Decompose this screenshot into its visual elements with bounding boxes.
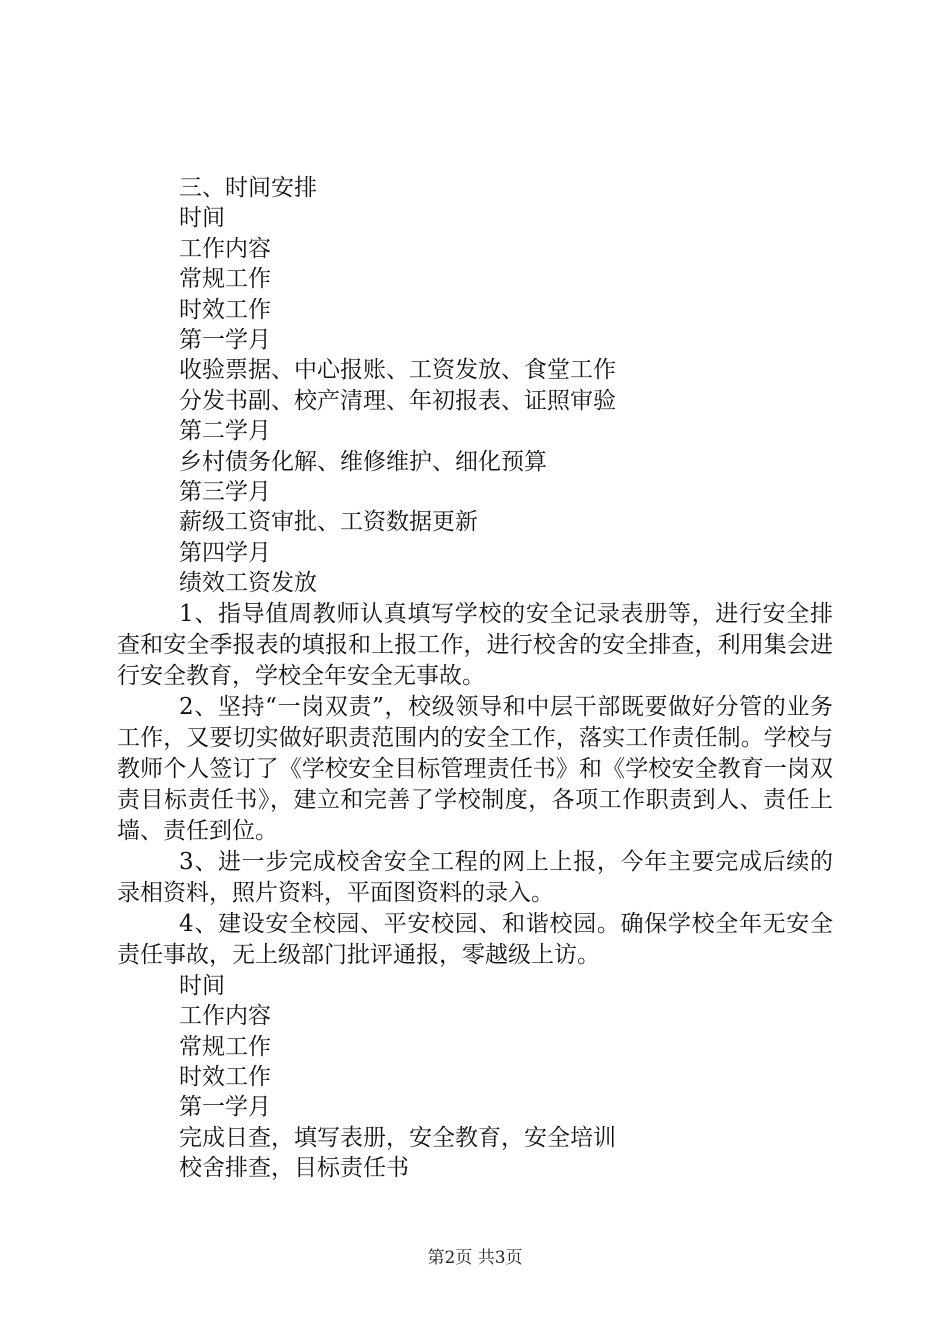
schedule-month-2: 第二学月 bbox=[179, 418, 271, 445]
schedule-header-time: 时间 bbox=[179, 205, 225, 232]
schedule-month-4-routine: 绩效工资发放 bbox=[179, 570, 317, 597]
schedule-month-4: 第四学月 bbox=[179, 539, 271, 566]
schedule-header-content: 工作内容 bbox=[179, 235, 271, 262]
schedule-month-3: 第三学月 bbox=[179, 479, 271, 506]
section-heading: 三、时间安排 bbox=[179, 175, 317, 201]
schedule2-header-time: 时间 bbox=[179, 972, 225, 999]
paragraph-3: 3、进一步完成校舍安全工程的网上上报，今年主要完成后续的录相资料，照片资料，平面图资料的录入。 bbox=[117, 848, 833, 906]
document-body bbox=[117, 173, 833, 1184]
schedule-month-2-routine: 乡村债务化解、维修维护、细化预算 bbox=[179, 448, 547, 475]
schedule-month-1: 第一学月 bbox=[179, 327, 271, 354]
page-footer: 第2页 共3页 bbox=[427, 1248, 523, 1268]
schedule2-header-timely: 时效工作 bbox=[179, 1063, 271, 1090]
paragraph-4: 4、建设安全校园、平安校园、和谐校园。确保学校全年无安全责任事故，无上级部门批评通报，零越级上访。 bbox=[117, 910, 833, 968]
schedule2-month-1: 第一学月 bbox=[179, 1094, 271, 1121]
schedule2-header-content: 工作内容 bbox=[179, 1003, 271, 1030]
schedule-month-3-routine: 薪级工资审批、工资数据更新 bbox=[179, 509, 478, 536]
schedule-header-routine: 常规工作 bbox=[179, 266, 271, 293]
schedule2-month-1-timely: 校舍排查，目标责任书 bbox=[179, 1155, 409, 1182]
schedule-month-1-routine: 收验票据、中心报账、工资发放、食堂工作 bbox=[179, 357, 616, 384]
schedule-header-timely: 时效工作 bbox=[179, 296, 271, 323]
paragraph-1: 1、指导值周教师认真填写学校的安全记录表册等，进行安全排查和安全季报表的填报和上报工作，进行校舍的安全排查，利用集会进行安全教育，学校全年安全无事故。 bbox=[117, 600, 833, 689]
paragraph-2: 2、坚持“一岗双责”，校级领导和中层干部既要做好分管的业务工作，又要切实做好职责范围内的安全工作，落实工作责任制。学校与教师个人签订了《学校安全目标管理责任书》和《学校安全教育一岗双责目标责任书》，建立和完善了学校制度，各项工作职责到人、责任上墙、责任到位。 bbox=[117, 693, 833, 844]
schedule-month-1-timely: 分发书副、校产清理、年初报表、证照审验 bbox=[179, 387, 616, 414]
schedule2-header-routine: 常规工作 bbox=[179, 1033, 271, 1060]
schedule2-month-1-routine: 完成日查，填写表册，安全教育，安全培训 bbox=[179, 1124, 616, 1151]
